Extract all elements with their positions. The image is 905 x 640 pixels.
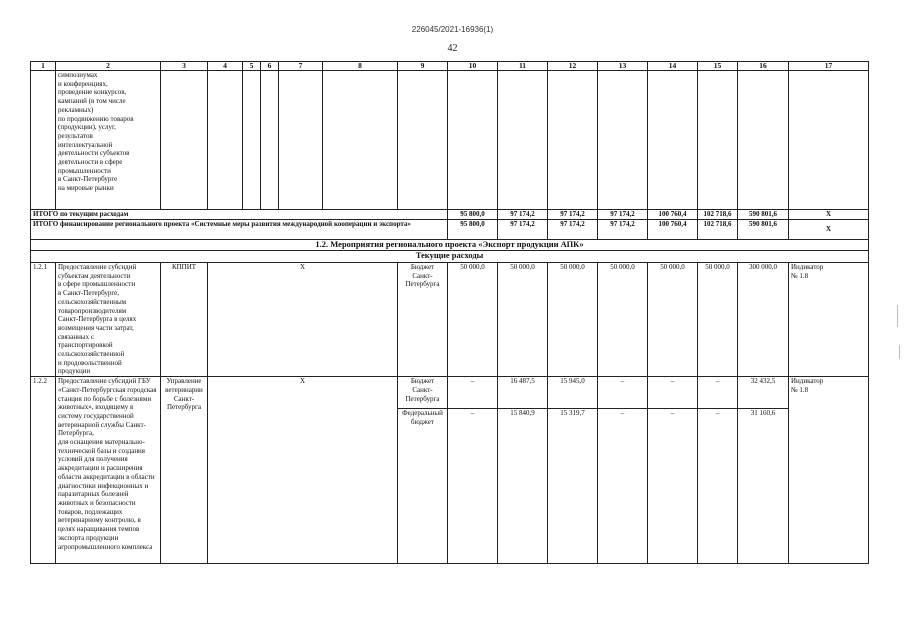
funding-source: Федеральный бюджет (398, 409, 448, 564)
col-header: 3 (161, 62, 208, 71)
value-cell: 590 801,6 (738, 220, 789, 240)
value-cell: 15 319,7 (548, 409, 598, 564)
col-header: 9 (398, 62, 448, 71)
value-cell: 31 160,6 (738, 409, 789, 564)
col-header: 11 (498, 62, 548, 71)
measure-name: Предоставление субсидий ГБУ «Санкт-Петербургская городская станция по борьбе с болезнями животных», входящему в систему государственной ветеринарной службы Санкт-Петербурга, для оснащения материально-технической базы и создания условий для получения аккредитации и расширения области аккредитации в области диагностики инфекционных и паразитарных болезней животных и безопасности товаров, подлежащих ветеринарному контролю, в целях наращивания темпов экспорта продукции агропромышленного комплекса (56, 377, 161, 564)
row-number: 1.2.2 (31, 377, 56, 564)
col-header: 6 (261, 62, 279, 71)
value-cell: 32 432,5 (738, 377, 789, 409)
value-cell: – (648, 377, 698, 409)
document-number: 226045/2021-16936(1) (411, 25, 494, 34)
value-cell: 97 174,2 (498, 210, 548, 220)
col-header: 7 (279, 62, 323, 71)
value-cell: 590 801,6 (738, 210, 789, 220)
value-cell: 97 174,2 (548, 220, 598, 240)
table-row (31, 71, 869, 210)
value-cell: 50 000,0 (548, 263, 598, 377)
measure-name: Предоставление субсидий субъектам деятельности в сфере промышленности в Санкт-Петербурге, сельскохозяйственным товаропроизводителям Санкт-Петербурга в целях возмещения части затрат, связанных с транспортировкой сельскохозяйственной и продовольственной продукции (56, 263, 161, 377)
table-row (31, 377, 869, 409)
funding-source: Бюджет Санкт- Петербурга (398, 263, 448, 377)
value-cell: – (598, 409, 648, 564)
value-cell: 97 174,2 (598, 210, 648, 220)
section-title: 1.2. Мероприятия регионального проекта «Экспорт продукции АПК» (31, 240, 869, 251)
total-label: ИТОГО по текущим расходам (31, 210, 448, 220)
value-cell: 300 000,0 (738, 263, 789, 377)
value-cell: – (698, 409, 738, 564)
col-header: 4 (208, 62, 243, 71)
indicator-cell: Х (789, 220, 869, 240)
funding-source: Бюджет Санкт- Петербурга (398, 377, 448, 409)
page-number: 42 (447, 43, 458, 54)
col-header: 8 (323, 62, 398, 71)
indicator-cell: Х (789, 210, 869, 220)
value-cell: 100 760,4 (648, 210, 698, 220)
value-cell: 102 718,6 (698, 220, 738, 240)
x-mark-cell: Х (208, 263, 398, 377)
indicator-cell: Индикатор № 1.8 (789, 263, 869, 377)
total-label: ИТОГО финансирование регионального проекта «Системные меры развития международной кооперации и экспорта» (31, 220, 448, 240)
value-cell: 97 174,2 (598, 220, 648, 240)
executor-cell: Управление ветеринарии Санкт-Петербурга (161, 377, 208, 564)
value-cell: – (598, 377, 648, 409)
value-cell: 95 800,0 (448, 220, 498, 240)
col-header: 1 (31, 62, 56, 71)
value-cell: – (448, 377, 498, 409)
executor-cell: КППИТ (161, 263, 208, 377)
value-cell: 50 000,0 (698, 263, 738, 377)
value-cell: 50 000,0 (498, 263, 548, 377)
col-header: 13 (598, 62, 648, 71)
subsection-title: Текущие расходы (31, 251, 869, 263)
value-cell: 15 945,0 (548, 377, 598, 409)
scan-edge-mark (899, 345, 900, 359)
value-cell: 16 487,5 (498, 377, 548, 409)
measure-name: симпозиумах и конференциях, проведение конкурсов, кампаний (в том числе рекламных) по продвижению товаров (продукции), услуг, результатов интеллектуальной деятельности субъектов деятельности в сфере промышленности в Санкт-Петербурге на мировые рынки (56, 71, 161, 210)
col-header: 2 (56, 62, 161, 71)
value-cell: 100 760,4 (648, 220, 698, 240)
col-header: 14 (648, 62, 698, 71)
table-row (31, 263, 869, 377)
budget-table (30, 61, 869, 564)
value-cell: 97 174,2 (548, 210, 598, 220)
value-cell: 15 840,9 (498, 409, 548, 564)
col-header: 15 (698, 62, 738, 71)
value-cell: 50 000,0 (598, 263, 648, 377)
col-header: 17 (789, 62, 869, 71)
value-cell: 50 000,0 (448, 263, 498, 377)
scan-edge-mark (897, 305, 898, 327)
col-header: 12 (548, 62, 598, 71)
value-cell: – (698, 377, 738, 409)
indicator-cell: Индикатор № 1.8 (789, 377, 869, 564)
section-heading-row (31, 240, 869, 251)
subsection-heading-row (31, 251, 869, 263)
value-cell: – (448, 409, 498, 564)
column-number-row (31, 62, 869, 71)
total-current-row (31, 210, 869, 220)
col-header: 5 (243, 62, 261, 71)
x-mark-cell: Х (208, 377, 398, 564)
value-cell: – (648, 409, 698, 564)
value-cell: 97 174,2 (498, 220, 548, 240)
value-cell: 102 718,6 (698, 210, 738, 220)
value-cell: 50 000,0 (648, 263, 698, 377)
row-number: 1.2.1 (31, 263, 56, 377)
value-cell: 95 800,0 (448, 210, 498, 220)
col-header: 16 (738, 62, 789, 71)
col-header: 10 (448, 62, 498, 71)
total-project-row (31, 220, 869, 240)
